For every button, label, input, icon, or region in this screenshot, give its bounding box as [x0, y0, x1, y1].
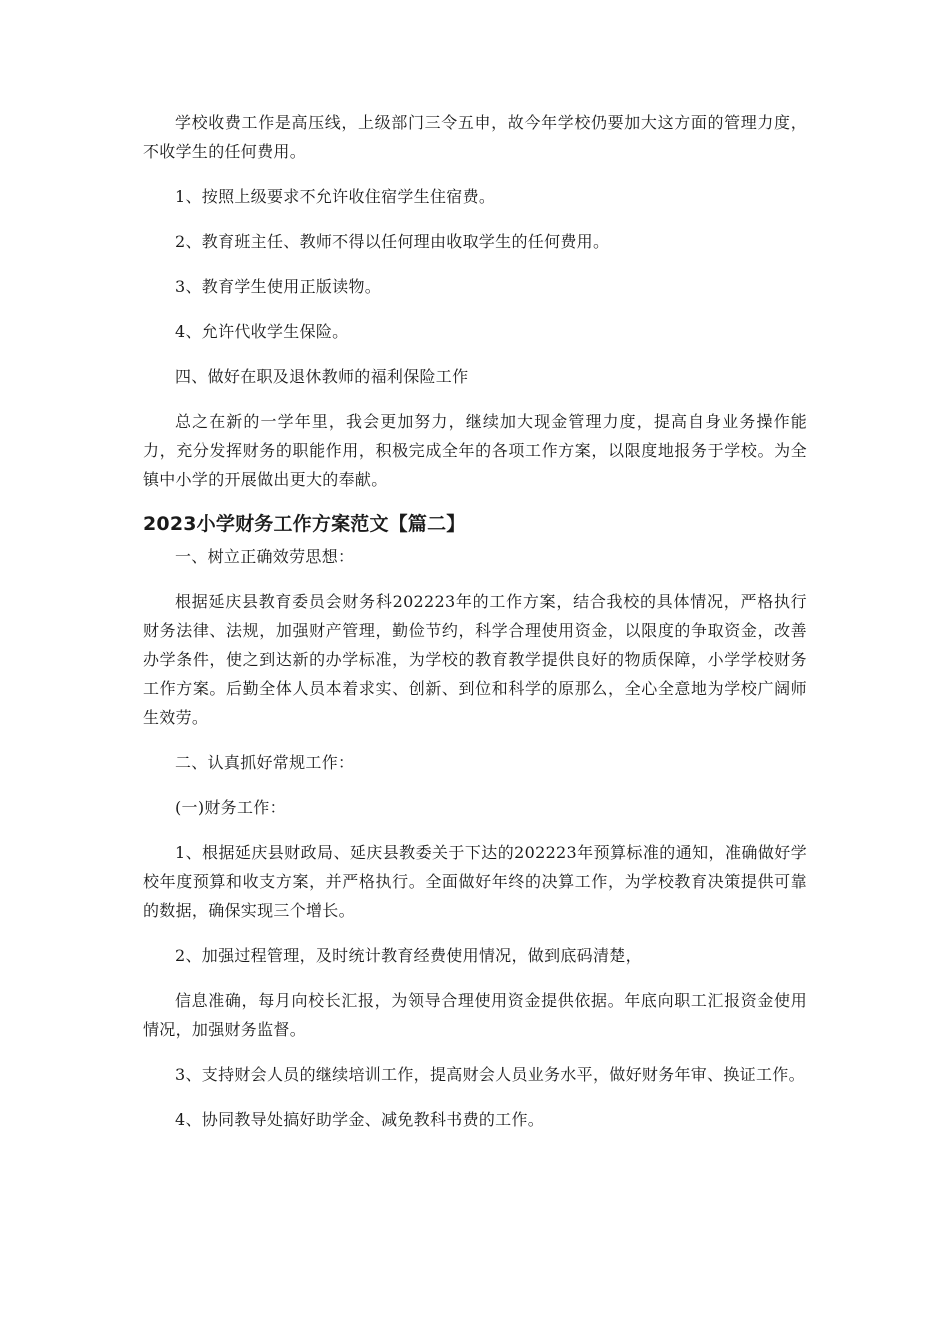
- paragraph: 二、认真抓好常规工作：: [175, 753, 355, 772]
- paragraph: 根据延庆县教育委员会财务科202223年的工作方案，结合我校的具体情况，严格执行财务法律、法规，加强财产管理，勤俭节约，科学合理使用资金，以限度的争取资金，改善办学条件，使之到达新的办学标准，为学校的教育教学提供良好的物质保障，小学学校财务工作方案。后勤全体人员本着求实、创新、到位和科学的原那么，全心全意地为学校广阔师生效劳。: [143, 592, 807, 727]
- paragraph: 学校收费工作是高压线，上级部门三令五申，故今年学校仍要加大这方面的管理力度，不收学生的任何费用。: [143, 113, 807, 161]
- paragraph: 1、按照上级要求不允许收住宿学生住宿费。: [175, 187, 496, 206]
- paragraph: 3、教育学生使用正版读物。: [175, 277, 382, 296]
- paragraph: 总之在新的一学年里，我会更加努力，继续加大现金管理力度，提高自身业务操作能力，充分发挥财务的职能作用，积极完成全年的各项工作方案，以限度地报务于学校。为全镇中小学的开展做出更大的奉献。: [143, 412, 807, 489]
- paragraph: 4、协同教导处搞好助学金、减免教科书费的工作。: [175, 1110, 545, 1129]
- paragraph: 1、根据延庆县财政局、延庆县教委关于下达的202223年预算标准的通知，准确做好学校年度预算和收支方案，并严格执行。全面做好年终的决算工作，为学校教育决策提供可靠的数据，确保实现三个增长。: [143, 843, 807, 920]
- paragraph: 信息准确，每月向校长汇报，为领导合理使用资金提供依据。年底向职工汇报资金使用情况，加强财务监督。: [143, 991, 807, 1039]
- paragraph: 四、做好在职及退休教师的福利保险工作: [175, 367, 469, 386]
- document-page: [143, 108, 807, 1150]
- paragraph: 4、允许代收学生保险。: [175, 322, 349, 341]
- paragraph: 2、加强过程管理，及时统计教育经费使用情况，做到底码清楚，: [175, 946, 642, 965]
- paragraph: (一)财务工作：: [175, 798, 286, 817]
- paragraph: 2、教育班主任、教师不得以任何理由收取学生的任何费用。: [175, 232, 610, 251]
- section-heading: 2023小学财务工作方案范文【篇二】: [143, 513, 466, 535]
- paragraph: 一、树立正确效劳思想：: [175, 547, 355, 566]
- paragraph: 3、支持财会人员的继续培训工作，提高财会人员业务水平，做好财务年审、换证工作。: [175, 1065, 805, 1084]
